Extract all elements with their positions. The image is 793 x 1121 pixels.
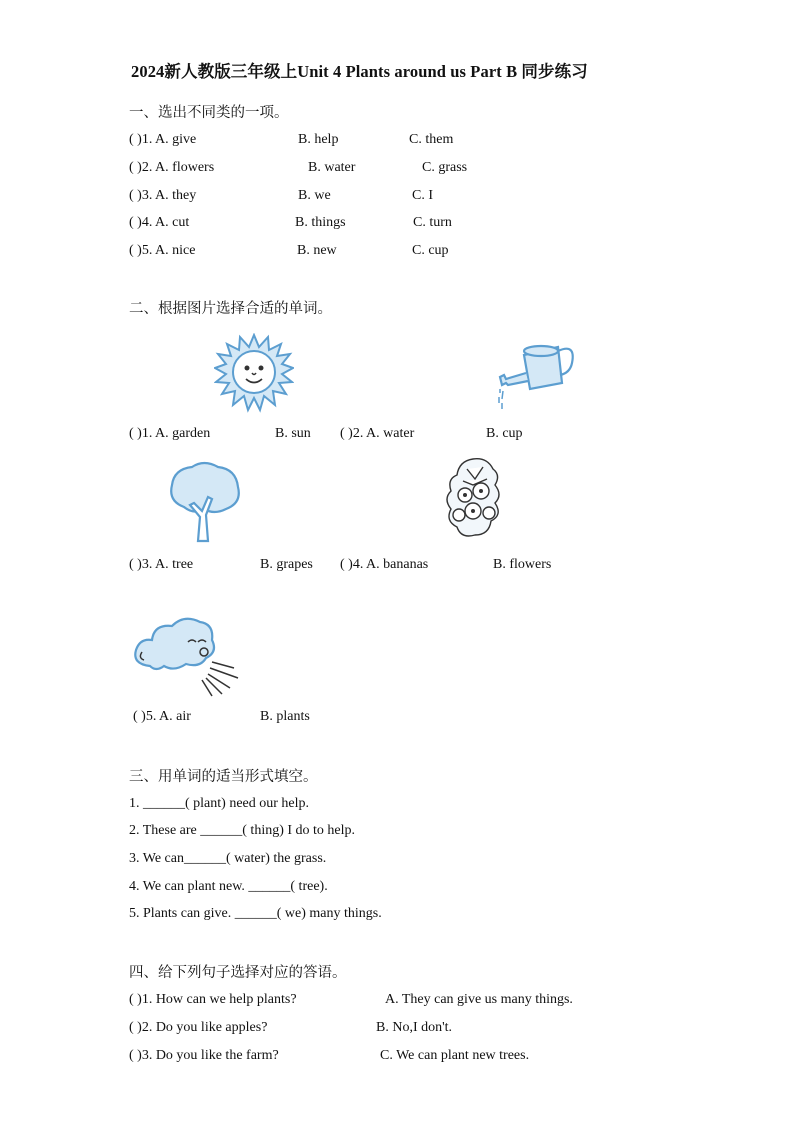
tree-icon (164, 461, 244, 543)
option-b: B. we (298, 188, 331, 203)
option-b: B. things (295, 215, 346, 230)
option-c: C. grass (422, 160, 468, 175)
option-b: B. help (298, 132, 339, 147)
option-b: B. grapes (260, 557, 313, 572)
picture-question-1: ( )1. A. garden (129, 426, 211, 441)
flowers-icon (443, 455, 505, 541)
match-answer: A. They can give us many things. (385, 992, 573, 1007)
fill-blank-line: 3. We can______( water) the grass. (129, 851, 327, 866)
section-2-heading: 二、根据图片选择合适的单词。 (129, 301, 332, 317)
fill-blank-line: 2. These are ______( thing) I do to help. (129, 823, 356, 838)
watering-can-icon (496, 333, 578, 411)
picture-question-4: ( )4. A. bananas (340, 557, 429, 572)
option-b: B. water (308, 160, 356, 175)
picture-question-3: ( )3. A. tree (129, 557, 194, 572)
option-b: B. flowers (493, 557, 552, 572)
option-b: B. cup (486, 426, 523, 441)
match-question: ( )3. Do you like the farm? (129, 1048, 279, 1063)
option-b: B. plants (260, 709, 310, 724)
question-row: ( )4. A. cut (129, 215, 190, 230)
fill-blank-line: 1. ______( plant) need our help. (129, 796, 310, 811)
match-answer: B. No,I don't. (376, 1020, 453, 1035)
page-title: 2024新人教版三年级上Unit 4 Plants around us Part B 同步练习 (131, 62, 588, 81)
option-c: C. turn (413, 215, 452, 230)
section-3-heading: 三、用单词的适当形式填空。 (129, 769, 318, 785)
picture-question-2: ( )2. A. water (340, 426, 415, 441)
option-b: B. sun (275, 426, 311, 441)
fill-blank-line: 5. Plants can give. ______( we) many things. (129, 906, 382, 921)
question-row: ( )3. A. they (129, 188, 197, 203)
question-row: ( )2. A. flowers (129, 160, 215, 175)
match-question: ( )1. How can we help plants? (129, 992, 297, 1007)
question-row: ( )1. A. give (129, 132, 197, 147)
match-question: ( )2. Do you like apples? (129, 1020, 268, 1035)
fill-blank-line: 4. We can plant new. ______( tree). (129, 879, 328, 894)
sun-icon (214, 333, 294, 413)
section-4-heading: 四、给下列句子选择对应的答语。 (129, 965, 347, 981)
option-b: B. new (297, 243, 337, 258)
option-c: C. I (412, 188, 433, 203)
match-answer: C. We can plant new trees. (380, 1048, 530, 1063)
picture-question-5: ( )5. A. air (133, 709, 191, 724)
question-row: ( )5. A. nice (129, 243, 196, 258)
section-1-heading: 一、选出不同类的一项。 (129, 105, 289, 121)
wind-cloud-icon (130, 612, 242, 698)
option-c: C. them (409, 132, 454, 147)
option-c: C. cup (412, 243, 449, 258)
